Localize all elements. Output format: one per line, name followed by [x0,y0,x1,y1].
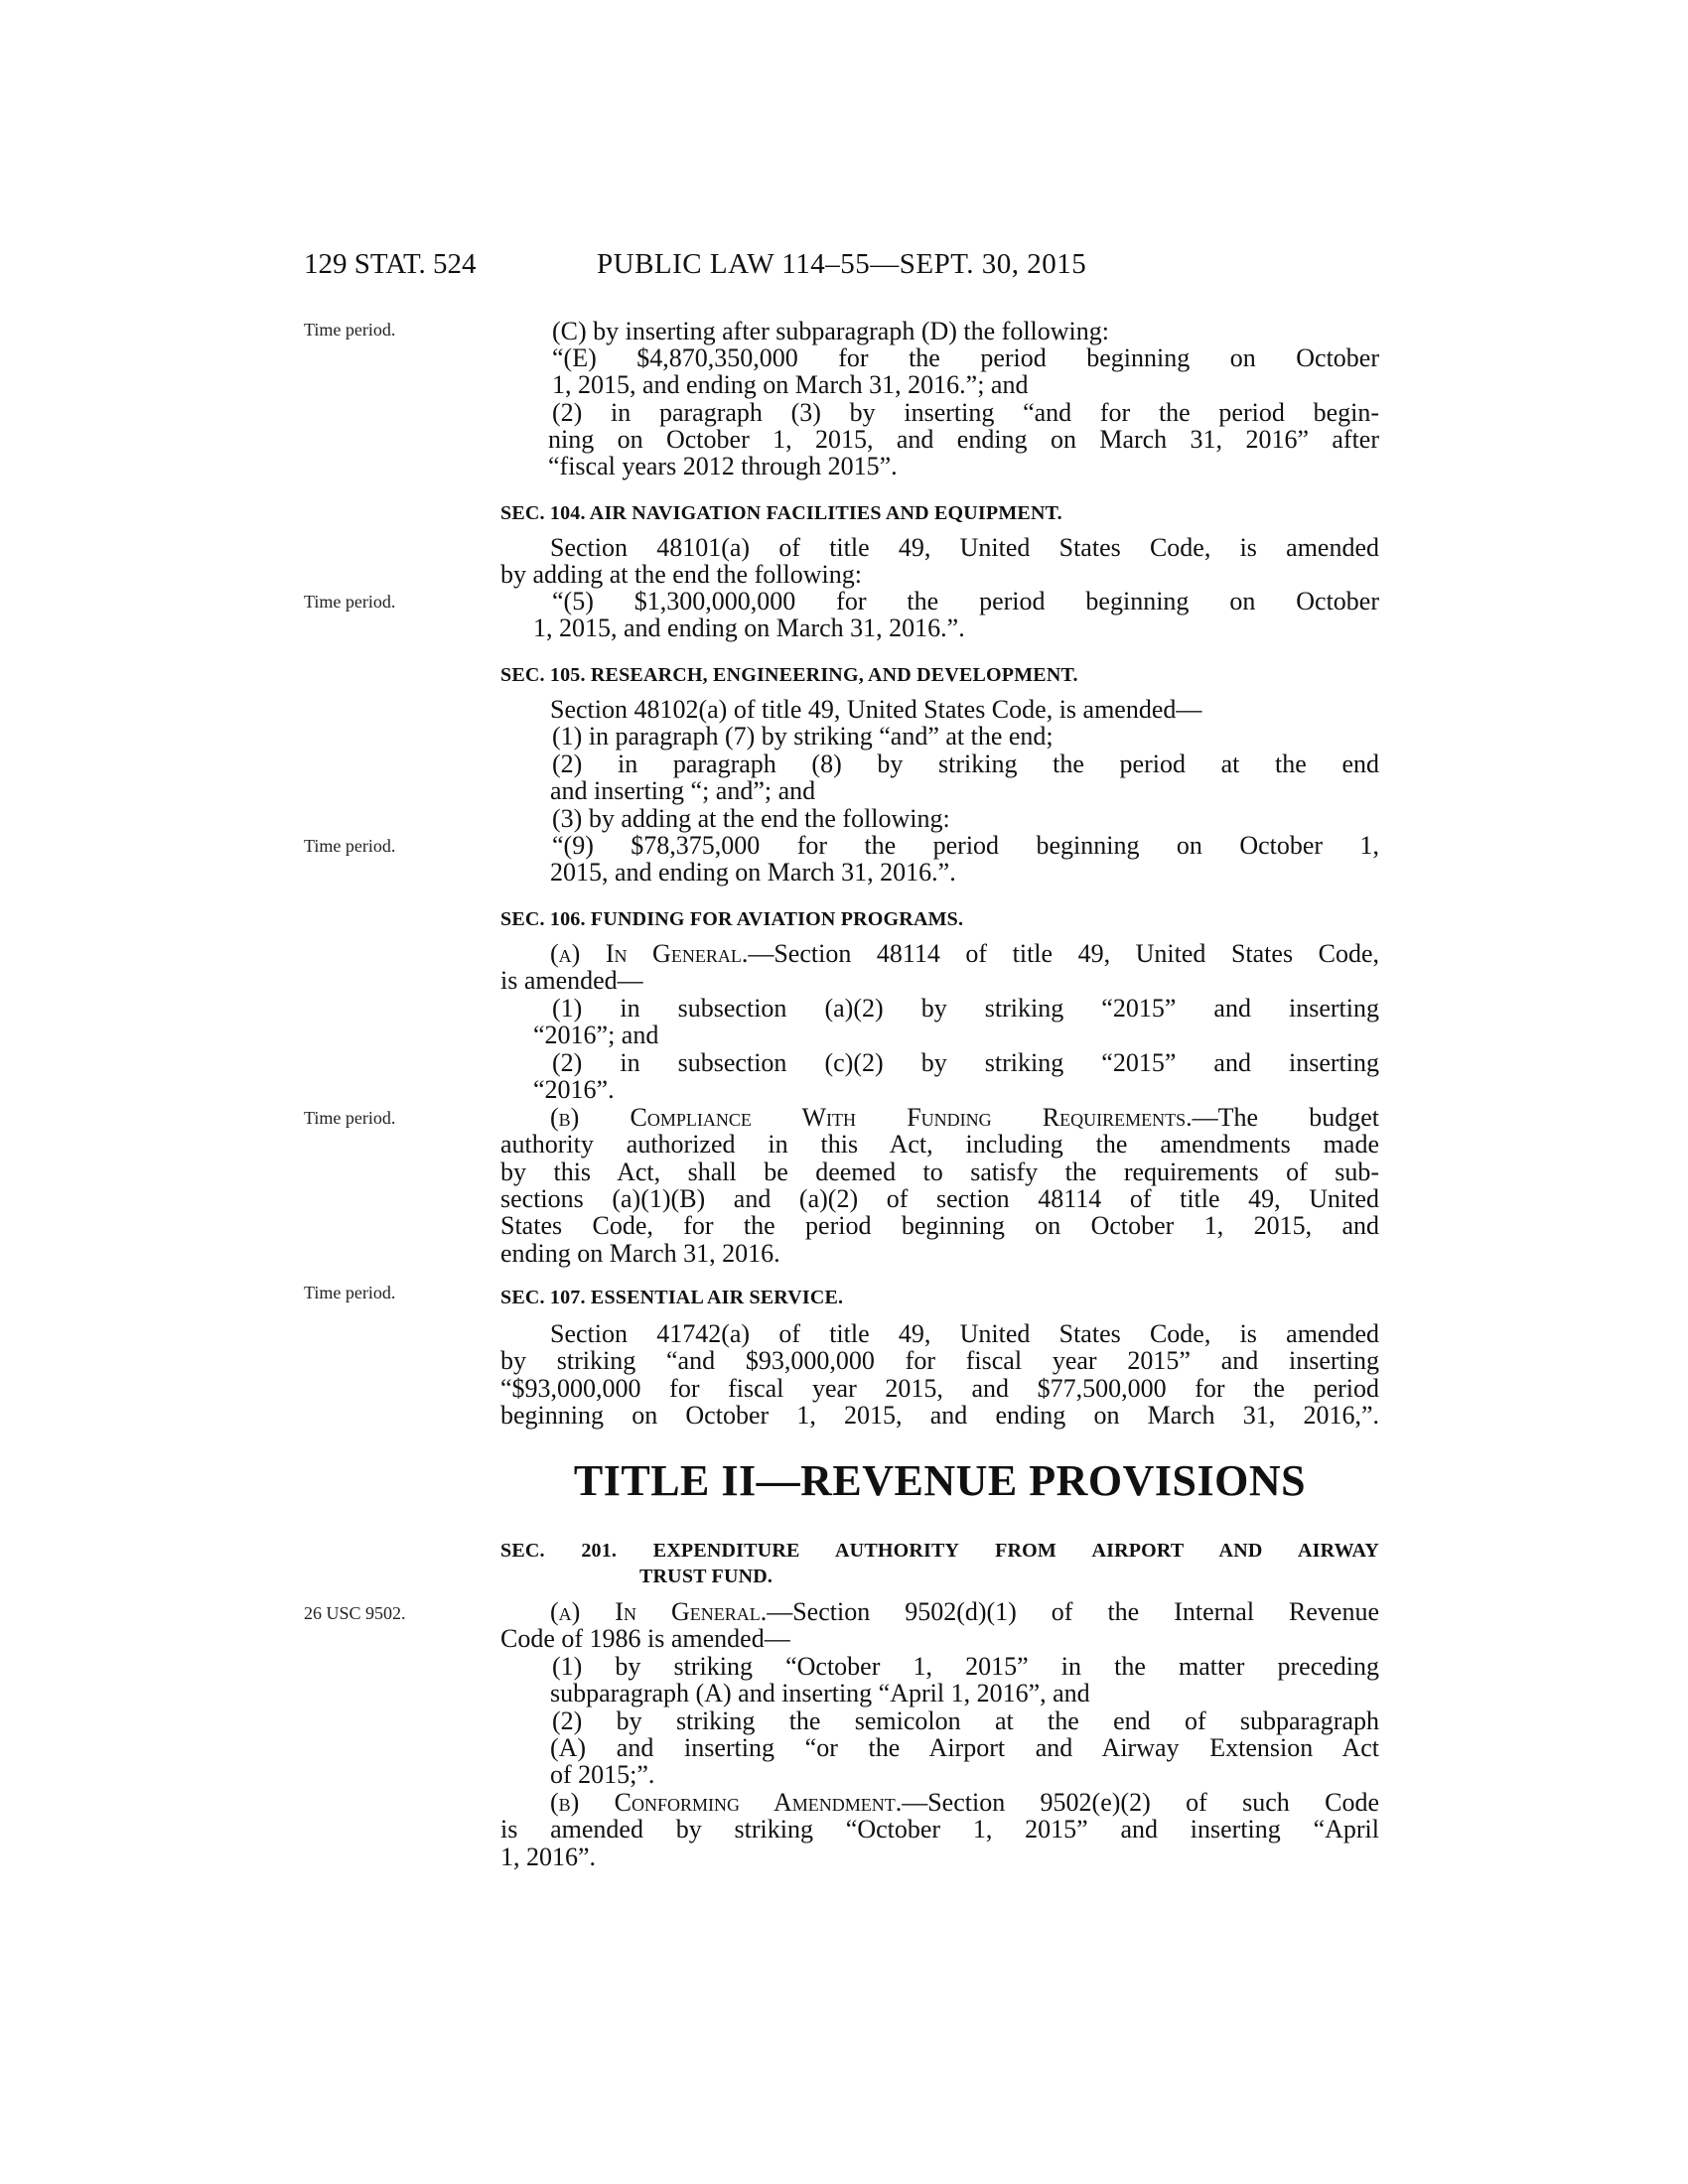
text-fragment: —Section 9502(d)(1) of the Internal Revenue [767,1597,1379,1626]
text-line: “(5) $1,300,000,000 for the period beginning on October [552,587,1379,615]
page-header [304,248,1217,288]
text-line: 1, 2016”. [500,1843,597,1871]
text-line: Section 48102(a) of title 49, United States Code, is amended— [550,695,1202,724]
margin-note-time-period: Time period. [304,592,396,612]
text-line: (2) in paragraph (8) by striking the period at the end [552,750,1379,778]
text-line: ending on March 31, 2016. [500,1239,780,1268]
text-fragment: —The budget [1192,1103,1380,1132]
text-fragment: —Section 48114 of title 49, United States Code, [748,939,1379,968]
section-heading: SEC. 106. FUNDING FOR AVIATION PROGRAMS. [500,908,964,930]
text-line: “(9) $78,375,000 for the period beginning on October 1, [552,831,1379,860]
text-line: by striking “and $93,000,000 for fiscal year 2015” and inserting [500,1346,1379,1375]
text-fragment: —Section 9502(e)(2) of such Code [902,1788,1379,1817]
margin-note-usc-citation: 26 USC 9502. [304,1603,406,1623]
margin-note-time-period: Time period. [304,1108,396,1128]
subsection-label: (b) Compliance With Funding Requirements. [550,1103,1193,1132]
text-line: (2) by striking the semicolon at the end of subparagraph [552,1706,1379,1735]
text-line: 2015, and ending on March 31, 2016.”. [550,858,956,887]
margin-note-time-period: Time period. [304,836,396,856]
text-line: “fiscal years 2012 through 2015”. [548,452,898,480]
text-line [550,1789,1379,1817]
text-line: (2) in paragraph (3) by inserting “and for the period begin- [552,398,1379,427]
text-line: (1) by striking “October 1, 2015” in the matter preceding [552,1652,1379,1681]
text-line: authority authorized in this Act, including the amendments made [500,1130,1379,1159]
section-heading: SEC. 104. AIR NAVIGATION FACILITIES AND EQUIPMENT. [500,502,1062,524]
text-line: “$93,000,000 for fiscal year 2015, and $77,500,000 for the period [500,1374,1379,1403]
text-line: 1, 2015, and ending on March 31, 2016.”. [533,614,965,642]
text-line: 1, 2015, and ending on March 31, 2016.”; and [552,370,1029,399]
margin-note-time-period: Time period. [304,1283,396,1302]
text-line: “(E) $4,870,350,000 for the period beginning on October [552,343,1379,372]
section-heading: SEC. 105. RESEARCH, ENGINEERING, AND DEVELOPMENT. [500,664,1078,686]
text-line: (C) by inserting after subparagraph (D) the following: [552,317,1110,345]
stat-page-number: 129 STAT. 524 [304,248,477,280]
text-line: “2016”. [533,1075,615,1104]
subsection-label: (b) Conforming Amendment. [550,1788,903,1817]
text-line: Code of 1986 is amended— [500,1624,790,1653]
text-line: Section 41742(a) of title 49, United States Code, is amended [550,1319,1379,1348]
subsection-label: (a) In General. [550,939,749,968]
text-line [550,1598,1379,1626]
text-line: Section 48101(a) of title 49, United States Code, is amended [550,533,1379,562]
text-line: ning on October 1, 2015, and ending on March 31, 2016” after [548,425,1379,454]
text-line: by adding at the end the following: [500,560,862,589]
text-line: (A) and inserting “or the Airport and Airway Extension Act [550,1733,1379,1762]
text-line: “2016”; and [533,1021,659,1049]
text-line: beginning on October 1, 2015, and ending on March 31, 2016,”. [500,1401,1379,1430]
margin-note-time-period: Time period. [304,320,396,340]
text-line: sections (a)(1)(B) and (a)(2) of section 48114 of title 49, United [500,1184,1379,1213]
text-line [550,1104,1379,1132]
text-line: (1) in subsection (a)(2) by striking “2015” and inserting [552,994,1379,1023]
text-line [550,940,1379,968]
section-heading: SEC. 107. ESSENTIAL AIR SERVICE. [500,1287,844,1308]
text-line: States Code, for the period beginning on October 1, 2015, and [500,1211,1379,1240]
text-line: subparagraph (A) and inserting “April 1, 2016”, and [550,1679,1090,1707]
text-line: is amended— [500,966,643,995]
section-heading-continued: TRUST FUND. [639,1566,774,1587]
text-line: by this Act, shall be deemed to satisfy the requirements of sub- [500,1158,1379,1186]
subsection-label: (a) In General. [550,1597,768,1626]
text-line: of 2015;”. [550,1760,655,1789]
text-line: and inserting “; and”; and [550,776,816,805]
text-line: (1) in paragraph (7) by striking “and” at the end; [552,722,1054,751]
title-heading: TITLE II—REVENUE PROVISIONS [573,1456,1307,1505]
text-line: is amended by striking “October 1, 2015” and inserting “April [500,1815,1379,1843]
public-law-citation: PUBLIC LAW 114–55—SEPT. 30, 2015 [597,248,1087,280]
text-line: (2) in subsection (c)(2) by striking “2015” and inserting [552,1048,1379,1077]
text-line: (3) by adding at the end the following: [552,804,950,833]
section-heading: SEC. 201. EXPENDITURE AUTHORITY FROM AIRPORT AND AIRWAY [500,1540,1379,1562]
